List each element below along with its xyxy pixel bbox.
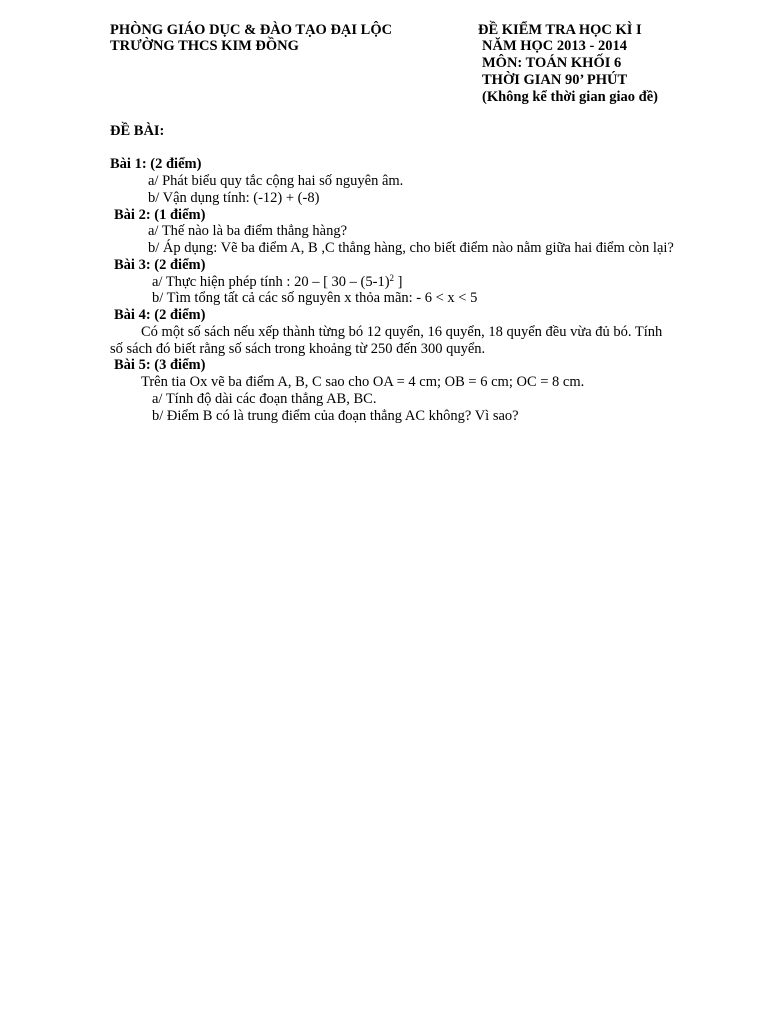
problem-5-item-b: b/ Điểm B có là trung điểm của đoạn thẳng AC không? Vì sao? — [152, 408, 519, 424]
problem-3-item-a-close: ] — [394, 274, 403, 290]
department-name: PHÒNG GIÁO DỤC & ĐÀO TẠO ĐẠI LỘC — [110, 22, 393, 38]
subject: MÔN: TOÁN KHỐI 6 — [482, 55, 622, 71]
problem-2-item-b: b/ Áp dụng: Vẽ ba điểm A, B ,C thẳng hàng, cho biết điểm nào nằm giữa hai điểm còn lại? — [148, 240, 674, 256]
problem-3-item-b: b/ Tìm tổng tất cả các số nguyên x thỏa mãn: - 6 < x < 5 — [152, 290, 478, 306]
exam-title: ĐỀ KIỂM TRA HỌC KÌ I — [478, 22, 642, 38]
problem-4-line-2: số sách đó biết rằng số sách trong khoảng từ 250 đến 300 quyển. — [110, 341, 486, 357]
problem-1-item-a: a/ Phát biểu quy tắc cộng hai số nguyên âm. — [148, 173, 404, 189]
problem-3-item-a — [152, 274, 403, 291]
problem-5-title: Bài 5: (3 điểm) — [114, 357, 206, 373]
problem-1-title: Bài 1: (2 điểm) — [110, 156, 202, 172]
problem-5-item-a: a/ Tính độ dài các đoạn thẳng AB, BC. — [152, 391, 377, 407]
problem-4-line-1: Có một số sách nếu xếp thành từng bó 12 quyển, 16 quyển, 18 quyển đều vừa đủ bó. Tính — [141, 324, 663, 340]
problem-5-intro: Trên tia Ox vẽ ba điểm A, B, C sao cho OA = 4 cm; OB = 6 cm; OC = 8 cm. — [141, 374, 585, 390]
school-name: TRƯỜNG THCS KIM ĐỒNG — [110, 38, 299, 54]
exponent: 2 — [389, 273, 395, 283]
problem-4-title: Bài 4: (2 điểm) — [114, 307, 206, 323]
duration-note: (Không kể thời gian giao đề) — [482, 89, 659, 105]
problem-2-title: Bài 2: (1 điểm) — [114, 207, 206, 223]
problem-2-item-a: a/ Thế nào là ba điểm thẳng hàng? — [148, 223, 348, 239]
exam-duration: THỜI GIAN 90’ PHÚT — [482, 72, 628, 88]
problem-3-item-a-text: a/ Thực hiện phép tính : 20 – [ 30 – (5-1) — [152, 274, 390, 290]
problem-1-item-b: b/ Vận dụng tính: (-12) + (-8) — [148, 190, 320, 206]
problem-3-title: Bài 3: (2 điểm) — [114, 257, 206, 273]
school-year: NĂM HỌC 2013 - 2014 — [482, 38, 627, 54]
section-title: ĐỀ BÀI: — [110, 123, 165, 139]
